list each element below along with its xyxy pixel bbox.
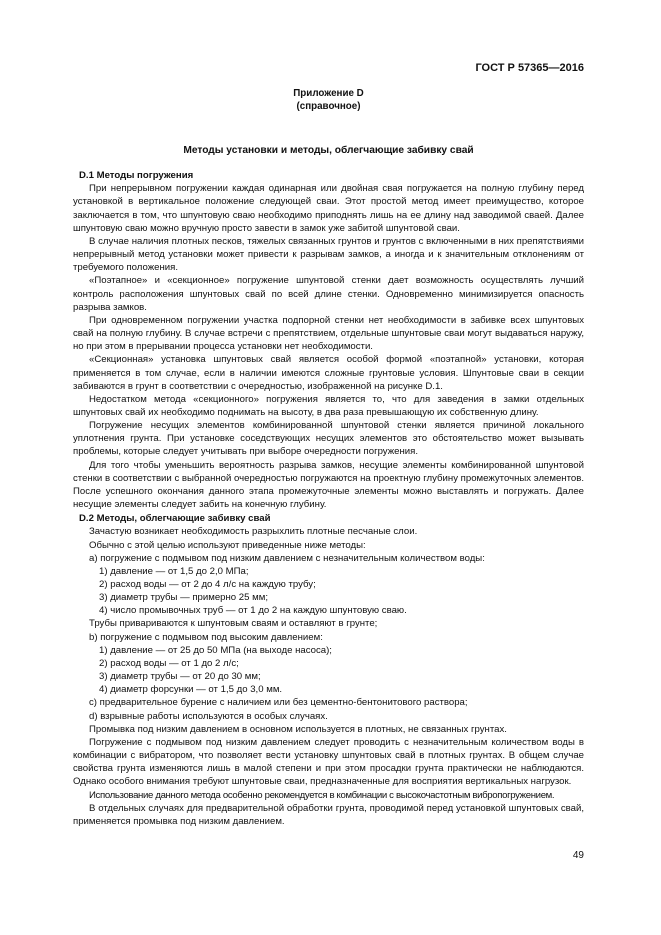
paragraph: Трубы привариваются к шпунтовым сваям и оставляют в грунте; xyxy=(89,618,378,630)
paragraph: Погружение несущих элементов комбинированной шпунтовой стенки является причиной локального уплотнения грунта. При установке соседствующих несущих элементов это обстоятельство может вызывать проблемы, которые следует учитывать при выборе очередности погружения. xyxy=(73,420,584,458)
paragraph: Обычно с этой целью используют приведенные ниже методы: xyxy=(89,539,366,551)
annex-subtitle: (справочное) xyxy=(296,100,361,112)
section-heading-d1: D.1 Методы погружения xyxy=(79,170,194,182)
list-item: 2) расход воды — от 2 до 4 л/с на каждую трубу; xyxy=(99,579,316,590)
page-number: 49 xyxy=(572,850,584,861)
main-title: Методы установки и методы, облегчающие забивку свай xyxy=(183,145,474,156)
paragraph: При одновременном погружении участка подпорной стенки нет необходимости в забивке всех шпунтовых свай на полную глубину. В случае встречи с препятствием, отдельные шпунтовые сваи могут выдаваться наружу, но при этом в прерывании процесса установки нет необходимости. xyxy=(73,314,584,353)
list-item: 1) давление — от 25 до 50 МПа (на выходе насоса); xyxy=(99,644,332,656)
paragraph: В отдельных случаях для предварительной обработки грунта, проводимой перед установкой шпунтовых свай, применяется промывка под низким давлением. xyxy=(73,802,584,827)
paragraph: Зачастую возникает необходимость разрыхлить плотные песчаные слои. xyxy=(89,526,418,538)
document-code: ГОСТ Р 57365—2016 xyxy=(475,62,584,74)
paragraph: Недостатком метода «секционного» погружения является то, что для заведения в замки отдельных шпунтовых свай их необходимо поднимать на высоту, в два раза превышающую их собственную длину. xyxy=(73,393,584,418)
paragraph: В случае наличия плотных песков, тяжелых связанных грунтов и грунтов с включенными в них препятствиями непрерывный метод установки может привести к разрывам замков, а иногда и к значительным отклонениям от требуемого положения. xyxy=(73,235,584,274)
list-item: 2) расход воды — от 1 до 2 л/с; xyxy=(99,657,239,669)
list-item: 1) давление — от 1,5 до 2,0 МПа; xyxy=(99,565,249,577)
list-item: 3) диаметр трубы — от 20 до 30 мм; xyxy=(99,671,261,683)
paragraph: Погружение с подмывом под низким давлением следует проводить с незначительным количеством воды в комбинации с вибратором, что позволяет вести установку шпунтовых свай в плотных грунтах. В общем случае свойства грунта изменяются лишь в малой степени и при этом просадки грунта практически не наблюдаются. Однако особого внимания требуют шпунтовые сваи, предназначенные для восприятия вертикальных нагрузок. xyxy=(73,736,584,788)
list-item-a: a) погружение с подмывом под низким давлением с незначительным количеством воды: xyxy=(89,552,485,564)
list-item-d: d) взрывные работы используются в особых случаях. xyxy=(89,710,328,722)
list-item-b: b) погружение с подмывом под высоким давлением: xyxy=(89,631,323,643)
list-item: 4) число промывочных труб — от 1 до 2 на каждую шпунтовую сваю. xyxy=(99,605,407,617)
annex-title: Приложение D xyxy=(293,88,364,99)
list-item: 4) диаметр форсунки — от 1,5 до 3,0 мм. xyxy=(99,684,283,696)
list-item-c: c) предварительное бурение с наличием или без цементно-бентонитового раствора; xyxy=(89,697,468,709)
section-heading-d2: D.2 Методы, облегчающие забивку свай xyxy=(79,513,271,525)
paragraph: «Поэтапное» и «секционное» погружение шпунтовой стенки дает возможность осуществлять лучший контроль расположения шпунтовых свай по всей длине стенки. Одновременно минимизируется опасность разрыва замков. xyxy=(73,275,584,313)
paragraph: «Секционная» установка шпунтовых свай является особой формой «поэтапной» установки, которая применяется в том случае, если в наличии имеются сложные грунтовые условия. Шпунтовые сваи в секции забиваются в грунт в соответствии с очередностью, изображенной на рисунке D.1. xyxy=(73,354,584,392)
list-item: 3) диаметр трубы — примерно 25 мм; xyxy=(99,592,268,604)
paragraph: Использование данного метода особенно рекомендуется в комбинации с высокочастотным вибропогружением. xyxy=(89,789,555,801)
paragraph: При непрерывном погружении каждая одинарная или двойная свая погружается на полную глубину перед установкой в вертикальное положение следующей сваи. Этот простой метод имеет преимущество, которое заключается в том, что шпунтовую сваю необходимо приподнять лишь на ее длину над заводимой сваей. Далее шпунтовую сваю можно вручную просто завести в замок уже забитой шпунтовой сваи. xyxy=(73,183,584,234)
paragraph: Промывка под низким давлением в основном используется в плотных, не связанных грунтах. xyxy=(89,723,507,735)
paragraph: Для того чтобы уменьшить вероятность разрыва замков, несущие элементы комбинированной шпунтовой стенки в соответствии с выбранной очередностью погружаются на проектную глубину промежуточных элементов. После успешного окончания данного этапа промежуточные элементы можно выставлять и погружать. Далее несущие элементы следует забить на конечную глубину. xyxy=(73,459,584,511)
